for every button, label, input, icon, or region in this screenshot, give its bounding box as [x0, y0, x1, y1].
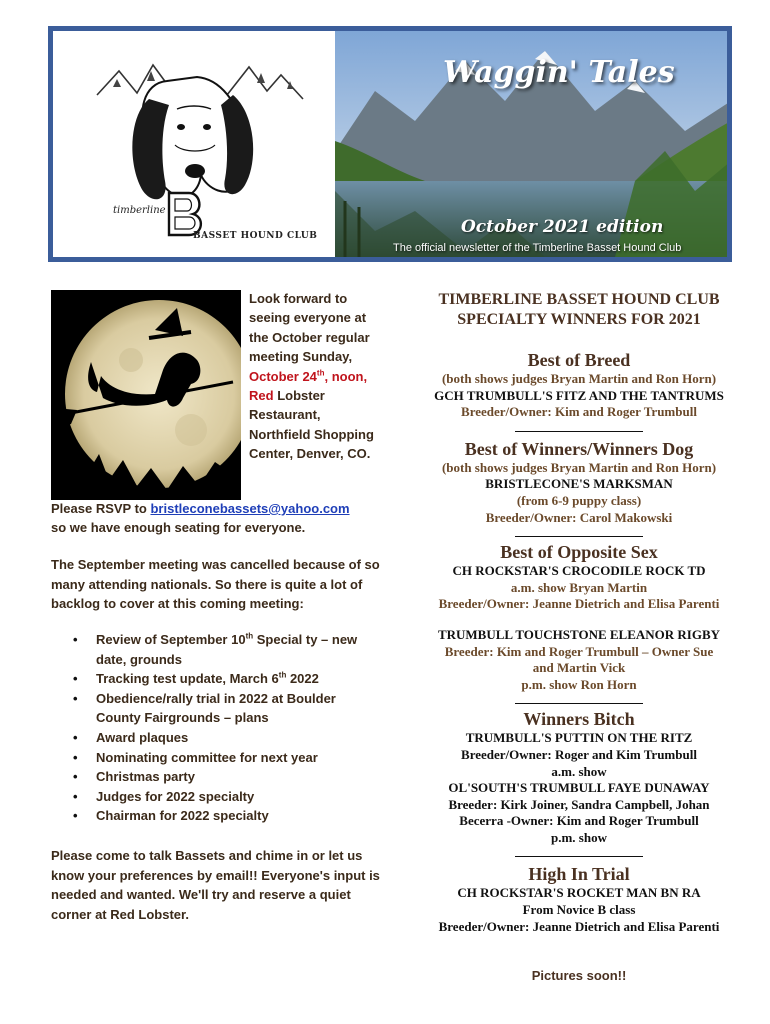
- wb2-dog: OL'SOUTH'S TRUMBULL FAYE DUNAWAY: [448, 780, 710, 796]
- wb2-breeder-line2: Becerra -Owner: Kim and Roger Trumbull: [459, 813, 699, 829]
- agenda-item: • Award plaques: [51, 728, 371, 748]
- bos-show: a.m. show Bryan Martin: [510, 579, 648, 595]
- rsvp-suffix: so we have enough seating for everyone.: [51, 520, 306, 535]
- section-divider: [515, 846, 643, 857]
- best-of-breed-heading: Best of Breed: [527, 350, 631, 370]
- closing-note: Please come to talk Bassets and chime in or let us know your preferences by email!! Everyone's input is needed and wanted. We'll try and reserve a quiet corner at Red Lobster.: [51, 848, 380, 922]
- wb2-show: p.m. show: [551, 829, 607, 845]
- section-divider: [515, 526, 643, 537]
- pictures-soon-note: Pictures soon!!: [531, 968, 627, 984]
- bow-dog: BRISTLECONE'S MARKSMAN: [485, 476, 673, 492]
- header-banner: [48, 26, 732, 262]
- bow-class: (from 6-9 puppy class): [516, 492, 642, 508]
- bow-judges: (both shows judges Bryan Martin and Ron Horn): [441, 459, 717, 475]
- winners-title-line1: TIMBERLINE BASSET HOUND CLUB: [438, 291, 720, 308]
- basset-hound-logo-icon: [57, 35, 335, 257]
- hit-class: From Novice B class: [522, 902, 636, 918]
- wb-show: a.m. show: [551, 763, 607, 779]
- halloween-basset-moon-image: [51, 290, 241, 500]
- winners-title-line2: SPECIALTY WINNERS FOR 2021: [457, 311, 701, 328]
- agenda-item: • Judges for 2022 specialty: [51, 787, 371, 807]
- bos2-breeder-line2: and Martin Vick: [532, 660, 626, 676]
- rsvp-email-link[interactable]: bristleconebassets@yahoo.com: [150, 501, 350, 516]
- bob-dog: GCH TRUMBULL'S FITZ AND THE TANTRUMS: [434, 387, 724, 403]
- meeting-date: October 24: [249, 368, 317, 384]
- newsletter-tagline: The official newsletter of the Timberline Basset Hound Club: [393, 242, 682, 254]
- meeting-time: , noon,: [324, 368, 368, 384]
- bos2-breeder-line1: Breeder: Kim and Roger Trumbull – Owner Sue: [444, 643, 714, 659]
- agenda-item: • Nominating committee for next year: [51, 748, 371, 768]
- hit-dog: CH ROCKSTAR'S ROCKET MAN BN RA: [457, 885, 701, 901]
- rsvp-prefix: Please RSVP to: [51, 501, 151, 516]
- wb2-breeder-line1: Breeder: Kirk Joiner, Sandra Campbell, Johan: [448, 796, 710, 812]
- specialty-winners: [404, 290, 754, 996]
- best-of-opposite-sex-heading: Best of Opposite Sex: [500, 542, 658, 563]
- agenda-item: • Chairman for 2022 specialty: [51, 806, 371, 826]
- agenda-list: [51, 630, 371, 826]
- bow-breeder: Breeder/Owner: Carol Makowski: [485, 509, 673, 525]
- winners-bitch-heading: Winners Bitch: [523, 709, 635, 730]
- wb-breeder: Breeder/Owner: Roger and Kim Trumbull: [461, 746, 697, 762]
- september-note: The September meeting was cancelled because of so many attending nationals. So there is quite a lot of backlog to cover at this coming meeting:: [51, 557, 380, 611]
- wb-dog: TRUMBULL'S PUTTIN ON THE RITZ: [465, 730, 693, 746]
- intro-text: Look forward to seeing everyone at the October regular meeting Sunday,: [249, 291, 370, 365]
- agenda-item: • Tracking test update, March 6th 2022: [51, 669, 371, 689]
- logo-script-text: timberline: [113, 205, 166, 216]
- rsvp-note: [51, 499, 381, 537]
- meeting-place-red: Red: [249, 388, 274, 404]
- section-divider: [515, 421, 643, 432]
- hit-breeder: Breeder/Owner: Jeanne Dietrich and Elisa Parenti: [438, 918, 720, 934]
- witch-basset-moon-icon: [51, 290, 241, 500]
- meeting-date-suffix: th: [316, 368, 325, 378]
- section-divider: [515, 693, 643, 704]
- bob-judges: (both shows judges Bryan Martin and Ron Horn): [441, 371, 717, 386]
- edition-label: October 2021 edition: [461, 217, 664, 237]
- bos-breeder: Breeder/Owner: Jeanne Dietrich and Elisa Parenti: [438, 596, 720, 612]
- bos-dog: CH ROCKSTAR'S CROCODILE ROCK TD: [452, 563, 706, 579]
- best-of-winners-heading: Best of Winners/Winners Dog: [464, 438, 694, 459]
- high-in-trial-heading: High In Trial: [528, 864, 630, 885]
- agenda-item: • Review of September 10th Special ty – new date, grounds: [51, 630, 371, 669]
- bos2-show: p.m. show Ron Horn: [521, 676, 637, 692]
- club-logo: [57, 35, 335, 257]
- agenda-item: • Obedience/rally trial in 2022 at Boulder County Fairgrounds – plans: [51, 689, 371, 728]
- meeting-announcement: [249, 289, 379, 464]
- meeting-location: Lobster Restaurant, Northfield Shopping Center, Denver, CO.: [249, 388, 374, 462]
- newsletter-title: Waggin' Tales: [443, 55, 675, 90]
- logo-club-text: BASSET HOUND CLUB: [193, 231, 318, 241]
- bob-breeder: Breeder/Owner: Kim and Roger Trumbull: [461, 404, 697, 420]
- agenda-item: • Christmas party: [51, 767, 371, 787]
- bos2-dog: TRUMBULL TOUCHSTONE ELEANOR RIGBY: [437, 626, 721, 642]
